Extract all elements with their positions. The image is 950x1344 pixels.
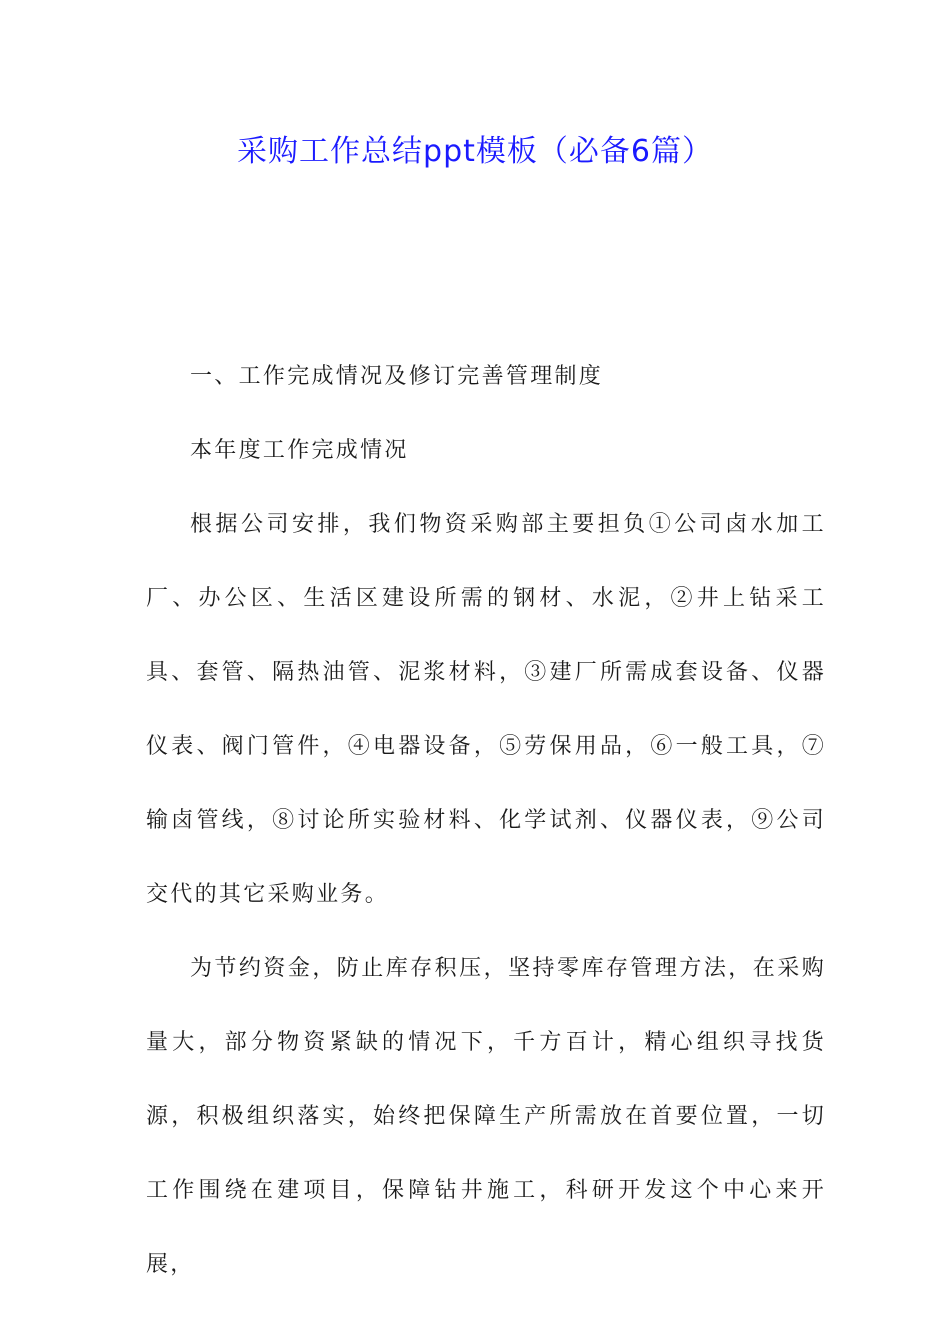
paragraph-2: 为节约资金，防止库存积压，坚持零库存管理方法，在采购量大，部分物资紧缺的情况下，千方百计，精心组织寻找货源，积极组织落实，始终把保障生产所需放在首要位置，一切工作围绕在建项目，保障钻井施工，科研开发这个中心来开展， [146, 956, 826, 1277]
paragraph-1: 根据公司安排，我们物资采购部主要担负①公司卤水加工厂、办公区、生活区建设所需的钢材、水泥，②井上钻采工具、套管、隔热油管、泥浆材料，③建厂所需成套设备、仪器仪表、阀门管件，④电器设备，⑤劳保用品，⑥一般工具，⑦输卤管线，⑧讨论所实验材料、化学试剂、仪器仪表，⑨公司交代的其它采购业务。 [146, 512, 826, 907]
section-heading: 一、工作完成情况及修订完善管理制度 [190, 364, 604, 389]
document-body [146, 340, 826, 1302]
subheading: 本年度工作完成情况 [190, 438, 409, 463]
document-title: 采购工作总结ppt模板（必备6篇） [237, 134, 713, 169]
